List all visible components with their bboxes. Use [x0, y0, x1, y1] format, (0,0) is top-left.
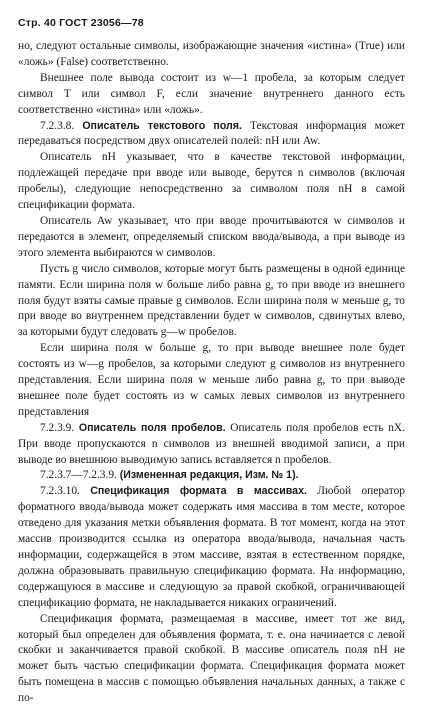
paragraph [18, 119, 405, 151]
paragraph [18, 421, 405, 469]
paragraph-text: но, следуют остальные символы, изображающие значения «истина» (True) или «ложь» (False) соответственно. [18, 40, 405, 68]
paragraph [18, 612, 405, 707]
paragraph-text: Если ширина поля w больше g, то при выводе внешнее поле будет состоять из w—g пробелов, за которыми следуют g символов из внутреннего представления. Если ширина поля w меньше либо равна g, то при выводе внешнее поле будет состоять из w самых левых символов из внутреннего представления [18, 342, 405, 418]
clause-number: 7.2.3.9. [40, 421, 79, 434]
paragraph-text: Описатель Aw указывает, что при вводе прочитываются w символов и передаются в элемент, определяемый списком ввода/вывода, а при выводе из этого элемента выбираются w символов. [18, 214, 405, 259]
clause-title: Спецификация формата в массивах. [90, 485, 307, 498]
paragraph [18, 150, 405, 214]
paragraph [18, 262, 405, 342]
clause-title: Описатель текстового поля. [82, 119, 242, 132]
paragraph [18, 468, 405, 484]
page-header: Стр. 40 ГОСТ 23056—78 [18, 17, 144, 29]
paragraph [18, 214, 405, 262]
paragraph-text: Любой оператор форматного ввода/вывода может содержать имя массива в том месте, которое отведено для указания метки объявления формата. В тот момент, когда на этот массив производится ссылка из оператора ввода/вывода, начальная часть информации, содержащейся в этом массиве, взятая в естественном порядке, должна образовывать правильную спецификацию формата. На информацию, содержащуюся в массиве и следующую за правой скобкой, ограничивающей спецификацию формата, не накладывается никаких ограничений. [18, 485, 405, 609]
paragraph-text: Пусть g число символов, которые могут быть размещены в одной единице памяти. Если ширина поля w больше либо равна g, то при вводе из внешнего поля будут взяты самые правые g символов. Если ширина поля w меньше g, то при вводе во внутреннем представлении будет w символов, сдвинутых влево, за которыми будут следовать g—w пробелов. [18, 262, 405, 339]
paragraph [18, 484, 405, 611]
clause-title: (Измененная редакция, Изм. № 1). [119, 469, 299, 482]
document-body [18, 39, 405, 707]
paragraph-text: Спецификация формата, размещаемая в массиве, имеет тот же вид, который был определен для объявления формата, т. е. она начинается с левой скобки и заканчивается правой скобкой. В массиве описатель поля nH не может быть частью спецификации формата. Спецификация формата может быть помещена в массив с помощью объявления начальных данных, а также с по- [18, 612, 405, 705]
paragraph [18, 341, 405, 421]
paragraph-text: Описатель nH указывает, что в качестве текстовой информации, подлежащей передаче при вводе или выводе, берутся n символов (включая пробелы), следующие непосредственно за символом поля nH в самой спецификации формата. [18, 151, 405, 212]
paragraph [18, 39, 405, 71]
clause-number: 7.2.3.10. [40, 485, 91, 498]
paragraph-text: Внешнее поле вывода состоит из w—1 пробела, за которым следует символ T или символ F, если значение внутреннего данного есть соответственно «истина» или «ложь». [18, 71, 405, 116]
paragraph-text: Описатель поля пробелов есть nX. При вводе пропускаются n символов из внешней вводимой записи, а при выводе во внешнюю выводимую запись вставляется n пробелов. [18, 421, 405, 466]
clause-title: Описатель поля пробелов. [78, 421, 226, 434]
clause-number: 7.2.3.7—7.2.3.9. [40, 469, 120, 482]
paragraph [18, 71, 405, 119]
clause-number: 7.2.3.8. [40, 119, 83, 132]
paragraph-text: Текстовая информация может передаваться посредством двух описателей полей: nH или Aw. [18, 119, 405, 148]
